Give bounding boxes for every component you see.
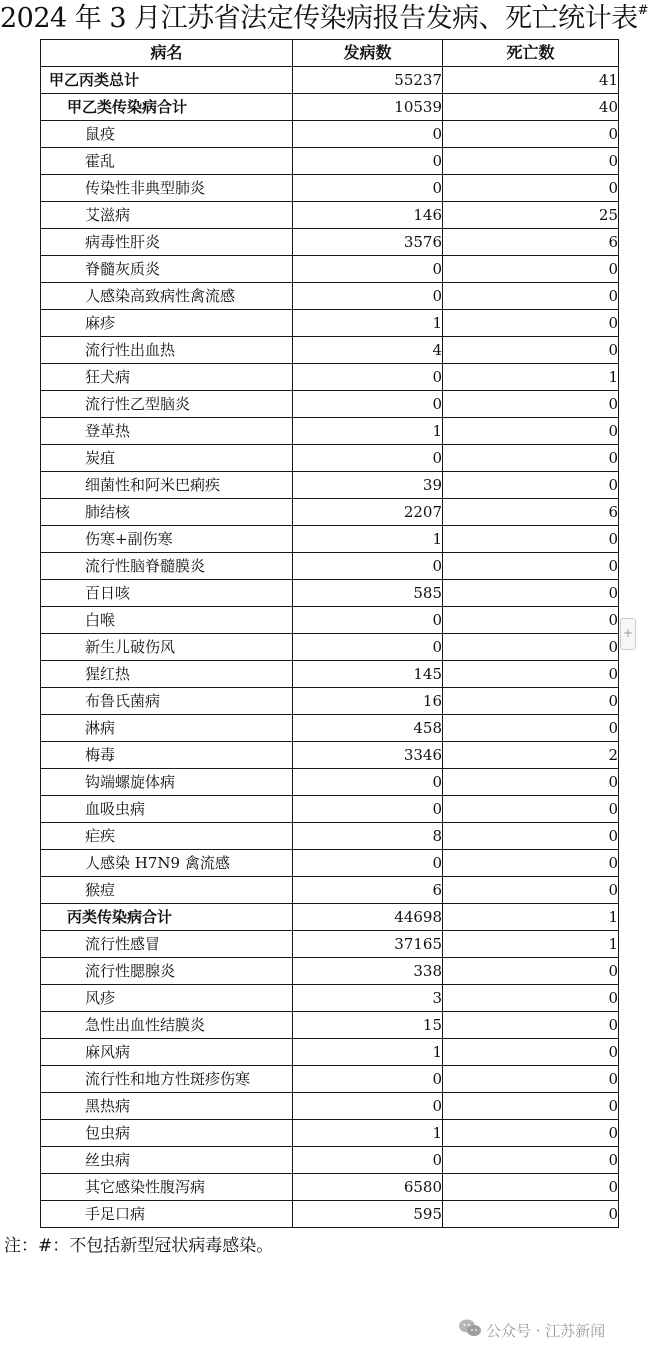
table-row <box>41 175 619 202</box>
cases-cell: 0 <box>293 553 443 580</box>
table-row <box>41 742 619 769</box>
disease-name-cell: 布鲁氏菌病 <box>41 688 293 715</box>
disease-name-cell: 流行性出血热 <box>41 337 293 364</box>
deaths-cell: 0 <box>443 121 619 148</box>
table-row <box>41 796 619 823</box>
deaths-cell: 40 <box>443 94 619 121</box>
deaths-cell: 0 <box>443 1201 619 1228</box>
cases-cell: 6 <box>293 877 443 904</box>
deaths-cell: 0 <box>443 310 619 337</box>
deaths-cell: 0 <box>443 1147 619 1174</box>
table-row <box>41 67 619 94</box>
cases-cell: 10539 <box>293 94 443 121</box>
disease-name-cell: 艾滋病 <box>41 202 293 229</box>
disease-name-cell: 疟疾 <box>41 823 293 850</box>
table-row <box>41 1012 619 1039</box>
cases-cell: 16 <box>293 688 443 715</box>
deaths-cell: 0 <box>443 607 619 634</box>
disease-name-cell: 黑热病 <box>41 1093 293 1120</box>
cases-cell: 0 <box>293 445 443 472</box>
disease-name-cell: 流行性乙型脑炎 <box>41 391 293 418</box>
cases-cell: 4 <box>293 337 443 364</box>
disease-name-cell: 新生儿破伤风 <box>41 634 293 661</box>
disease-name-cell: 其它感染性腹泻病 <box>41 1174 293 1201</box>
disease-name-cell: 猴痘 <box>41 877 293 904</box>
deaths-cell: 0 <box>443 1120 619 1147</box>
disease-name-cell: 流行性腮腺炎 <box>41 958 293 985</box>
table-row <box>41 580 619 607</box>
disease-name-cell: 流行性和地方性斑疹伤寒 <box>41 1066 293 1093</box>
cases-cell: 15 <box>293 1012 443 1039</box>
disease-name-cell: 淋病 <box>41 715 293 742</box>
table-row <box>41 985 619 1012</box>
deaths-cell: 0 <box>443 337 619 364</box>
deaths-cell: 0 <box>443 526 619 553</box>
deaths-cell: 0 <box>443 553 619 580</box>
table-header-row <box>41 40 619 67</box>
table-row <box>41 445 619 472</box>
disease-name-cell: 猩红热 <box>41 661 293 688</box>
table-row <box>41 1120 619 1147</box>
cases-cell: 338 <box>293 958 443 985</box>
disease-name-cell: 流行性感冒 <box>41 931 293 958</box>
deaths-cell: 0 <box>443 823 619 850</box>
disease-name-cell: 肺结核 <box>41 499 293 526</box>
table-row <box>41 823 619 850</box>
cases-cell: 0 <box>293 175 443 202</box>
cases-cell: 1 <box>293 1120 443 1147</box>
table-row <box>41 526 619 553</box>
cases-cell: 1 <box>293 310 443 337</box>
table-row <box>41 364 619 391</box>
table-row <box>41 229 619 256</box>
deaths-cell: 0 <box>443 283 619 310</box>
disease-name-cell: 手足口病 <box>41 1201 293 1228</box>
disease-name-cell: 炭疽 <box>41 445 293 472</box>
header-cases: 发病数 <box>293 40 443 67</box>
disease-name-cell: 丙类传染病合计 <box>41 904 293 931</box>
disease-name-cell: 包虫病 <box>41 1120 293 1147</box>
table-row <box>41 958 619 985</box>
cases-cell: 3576 <box>293 229 443 256</box>
wechat-icon <box>458 1318 482 1345</box>
table-row <box>41 148 619 175</box>
cases-cell: 0 <box>293 850 443 877</box>
table-row <box>41 499 619 526</box>
deaths-cell: 1 <box>443 364 619 391</box>
deaths-cell: 0 <box>443 634 619 661</box>
cases-cell: 0 <box>293 283 443 310</box>
watermark-text: 公众号 · 江苏新闻 <box>486 1322 606 1340</box>
disease-name-cell: 流行性脑脊髓膜炎 <box>41 553 293 580</box>
disease-name-cell: 百日咳 <box>41 580 293 607</box>
cases-cell: 0 <box>293 364 443 391</box>
cases-cell: 0 <box>293 796 443 823</box>
table-row <box>41 1039 619 1066</box>
disease-name-cell: 甲乙类传染病合计 <box>41 94 293 121</box>
table-row <box>41 202 619 229</box>
header-disease-name: 病名 <box>41 40 293 67</box>
deaths-cell: 0 <box>443 1039 619 1066</box>
cases-cell: 0 <box>293 121 443 148</box>
cases-cell: 0 <box>293 1147 443 1174</box>
table-row <box>41 607 619 634</box>
table-row <box>41 1201 619 1228</box>
disease-name-cell: 人感染高致病性禽流感 <box>41 283 293 310</box>
deaths-cell: 0 <box>443 877 619 904</box>
disease-name-cell: 丝虫病 <box>41 1147 293 1174</box>
table-row <box>41 283 619 310</box>
cases-cell: 0 <box>293 1093 443 1120</box>
source-watermark <box>458 1318 605 1342</box>
disease-name-cell: 人感染 H7N9 禽流感 <box>41 850 293 877</box>
cases-cell: 1 <box>293 1039 443 1066</box>
table-row <box>41 715 619 742</box>
deaths-cell: 0 <box>443 1174 619 1201</box>
table-row <box>41 310 619 337</box>
disease-name-cell: 鼠疫 <box>41 121 293 148</box>
header-deaths: 死亡数 <box>443 40 619 67</box>
disease-name-cell: 伤寒+副伤寒 <box>41 526 293 553</box>
disease-name-cell: 霍乱 <box>41 148 293 175</box>
deaths-cell: 0 <box>443 1093 619 1120</box>
table-row <box>41 1093 619 1120</box>
deaths-cell: 0 <box>443 472 619 499</box>
table-row <box>41 337 619 364</box>
disease-name-cell: 麻疹 <box>41 310 293 337</box>
deaths-cell: 0 <box>443 1066 619 1093</box>
cases-cell: 2207 <box>293 499 443 526</box>
table-row <box>41 121 619 148</box>
cases-cell: 595 <box>293 1201 443 1228</box>
disease-name-cell: 登革热 <box>41 418 293 445</box>
cases-cell: 55237 <box>293 67 443 94</box>
cases-cell: 44698 <box>293 904 443 931</box>
cases-cell: 0 <box>293 148 443 175</box>
disease-name-cell: 白喉 <box>41 607 293 634</box>
cases-cell: 146 <box>293 202 443 229</box>
deaths-cell: 1 <box>443 931 619 958</box>
disease-name-cell: 狂犬病 <box>41 364 293 391</box>
table-row <box>41 1147 619 1174</box>
disease-name-cell: 细菌性和阿米巴痢疾 <box>41 472 293 499</box>
table-row <box>41 661 619 688</box>
cases-cell: 458 <box>293 715 443 742</box>
cases-cell: 39 <box>293 472 443 499</box>
disease-name-cell: 钩端螺旋体病 <box>41 769 293 796</box>
deaths-cell: 0 <box>443 256 619 283</box>
cases-cell: 0 <box>293 1066 443 1093</box>
deaths-cell: 0 <box>443 418 619 445</box>
cases-cell: 0 <box>293 391 443 418</box>
table-row <box>41 634 619 661</box>
expand-side-button[interactable] <box>620 618 636 650</box>
table-row <box>41 931 619 958</box>
table-row <box>41 850 619 877</box>
cases-cell: 0 <box>293 607 443 634</box>
disease-name-cell: 麻风病 <box>41 1039 293 1066</box>
table-row <box>41 769 619 796</box>
table-row <box>41 418 619 445</box>
deaths-cell: 0 <box>443 715 619 742</box>
cases-cell: 37165 <box>293 931 443 958</box>
title-text: 2024 年 3 月江苏省法定传染病报告发病、死亡统计表 <box>0 3 638 34</box>
deaths-cell: 0 <box>443 661 619 688</box>
cases-cell: 3 <box>293 985 443 1012</box>
table-row <box>41 94 619 121</box>
disease-name-cell: 血吸虫病 <box>41 796 293 823</box>
deaths-cell: 6 <box>443 229 619 256</box>
disease-name-cell: 传染性非典型肺炎 <box>41 175 293 202</box>
table-row <box>41 1174 619 1201</box>
page-title <box>0 1 658 37</box>
cases-cell: 0 <box>293 769 443 796</box>
table-row <box>41 256 619 283</box>
deaths-cell: 2 <box>443 742 619 769</box>
plus-icon: + <box>622 626 634 640</box>
title-footnote-mark: # <box>637 3 649 18</box>
cases-cell: 0 <box>293 256 443 283</box>
table-row <box>41 904 619 931</box>
deaths-cell: 0 <box>443 769 619 796</box>
deaths-cell: 0 <box>443 958 619 985</box>
disease-name-cell: 梅毒 <box>41 742 293 769</box>
table-row <box>41 472 619 499</box>
deaths-cell: 0 <box>443 175 619 202</box>
cases-cell: 0 <box>293 634 443 661</box>
deaths-cell: 41 <box>443 67 619 94</box>
deaths-cell: 0 <box>443 445 619 472</box>
table-row <box>41 877 619 904</box>
cases-cell: 1 <box>293 526 443 553</box>
table-row <box>41 688 619 715</box>
table-row <box>41 391 619 418</box>
cases-cell: 3346 <box>293 742 443 769</box>
cases-cell: 1 <box>293 418 443 445</box>
deaths-cell: 0 <box>443 580 619 607</box>
cases-cell: 145 <box>293 661 443 688</box>
deaths-cell: 0 <box>443 796 619 823</box>
deaths-cell: 0 <box>443 850 619 877</box>
disease-name-cell: 病毒性肝炎 <box>41 229 293 256</box>
cases-cell: 585 <box>293 580 443 607</box>
disease-name-cell: 脊髓灰质炎 <box>41 256 293 283</box>
deaths-cell: 1 <box>443 904 619 931</box>
cases-cell: 8 <box>293 823 443 850</box>
footnote: 注：#：不包括新型冠状病毒感染。 <box>4 1236 274 1256</box>
deaths-cell: 0 <box>443 148 619 175</box>
disease-name-cell: 风疹 <box>41 985 293 1012</box>
statistics-table <box>40 39 619 1228</box>
deaths-cell: 0 <box>443 688 619 715</box>
table-body <box>41 67 619 1228</box>
deaths-cell: 25 <box>443 202 619 229</box>
deaths-cell: 6 <box>443 499 619 526</box>
cases-cell: 6580 <box>293 1174 443 1201</box>
table-row <box>41 1066 619 1093</box>
disease-name-cell: 甲乙丙类总计 <box>41 67 293 94</box>
deaths-cell: 0 <box>443 391 619 418</box>
deaths-cell: 0 <box>443 985 619 1012</box>
disease-name-cell: 急性出血性结膜炎 <box>41 1012 293 1039</box>
table-row <box>41 553 619 580</box>
deaths-cell: 0 <box>443 1012 619 1039</box>
